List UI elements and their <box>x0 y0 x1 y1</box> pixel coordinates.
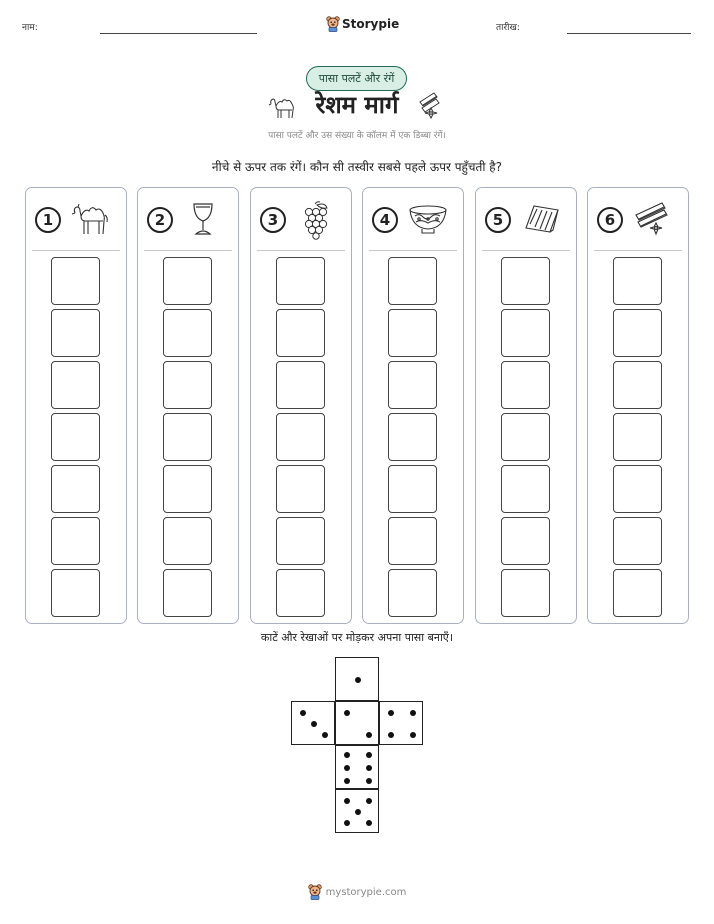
color-box[interactable] <box>501 257 550 305</box>
column-number: 4 <box>372 207 398 233</box>
column-number: 3 <box>260 207 286 233</box>
die-pip <box>344 820 350 826</box>
color-box[interactable] <box>276 257 325 305</box>
column-3 <box>250 187 352 624</box>
die-face-1 <box>335 657 379 701</box>
name-label: नाम: <box>22 23 38 33</box>
color-box[interactable] <box>51 257 100 305</box>
column-number: 5 <box>485 207 511 233</box>
die-face-6 <box>335 745 379 789</box>
camel-icon <box>70 200 112 238</box>
color-box[interactable] <box>501 517 550 565</box>
color-box[interactable] <box>501 569 550 617</box>
color-box[interactable] <box>501 413 550 461</box>
color-box[interactable] <box>163 413 212 461</box>
color-box[interactable] <box>163 569 212 617</box>
footer <box>0 884 714 900</box>
instruction-text: नीचे से ऊपर तक रंगें। कौन सी तस्वीर सबसे पहले ऊपर पहुँचती है? <box>211 160 503 174</box>
color-box[interactable] <box>388 465 437 513</box>
worksheet-header <box>0 16 714 38</box>
color-box[interactable] <box>388 257 437 305</box>
die-pip <box>366 798 372 804</box>
column-2 <box>137 187 239 624</box>
die-pip <box>344 778 350 784</box>
grapes-icon <box>295 200 337 240</box>
color-box[interactable] <box>501 361 550 409</box>
die-face-5 <box>335 789 379 833</box>
die-face-1 <box>335 701 379 745</box>
die-pip <box>344 798 350 804</box>
color-box[interactable] <box>388 517 437 565</box>
die-pip <box>344 752 350 758</box>
color-box[interactable] <box>613 413 662 461</box>
color-box[interactable] <box>613 361 662 409</box>
cinnamon-icon <box>414 90 444 120</box>
color-box[interactable] <box>276 413 325 461</box>
color-box[interactable] <box>51 361 100 409</box>
color-box[interactable] <box>276 309 325 357</box>
color-box[interactable] <box>388 309 437 357</box>
die-pip <box>410 710 416 716</box>
color-box[interactable] <box>613 257 662 305</box>
die-pip <box>355 677 361 683</box>
page-title: रेशम मार्ग <box>315 91 399 119</box>
color-box[interactable] <box>51 465 100 513</box>
column-divider <box>257 250 345 251</box>
color-box[interactable] <box>501 309 550 357</box>
color-box[interactable] <box>613 517 662 565</box>
color-box[interactable] <box>163 361 212 409</box>
bowl-icon <box>407 200 449 238</box>
color-box[interactable] <box>388 413 437 461</box>
column-number: 1 <box>35 207 61 233</box>
color-box[interactable] <box>51 569 100 617</box>
color-box[interactable] <box>163 309 212 357</box>
die-pip <box>322 732 328 738</box>
color-box[interactable] <box>276 517 325 565</box>
color-box[interactable] <box>163 517 212 565</box>
silk-cloth-icon <box>520 200 562 238</box>
die-pip <box>410 732 416 738</box>
color-box[interactable] <box>276 465 325 513</box>
column-divider <box>482 250 570 251</box>
date-label: तारीख: <box>496 23 520 33</box>
column-divider <box>32 250 120 251</box>
column-5 <box>475 187 577 624</box>
color-box[interactable] <box>613 309 662 357</box>
die-pip <box>344 710 350 716</box>
die-pip <box>311 721 317 727</box>
column-divider <box>144 250 232 251</box>
cut-instruction: काटें और रेखाओं पर मोड़कर अपना पासा बनाएँ। <box>260 631 454 644</box>
color-box[interactable] <box>613 465 662 513</box>
color-box[interactable] <box>276 569 325 617</box>
color-box[interactable] <box>613 569 662 617</box>
die-face-4 <box>379 701 423 745</box>
color-box[interactable] <box>388 569 437 617</box>
color-box[interactable] <box>163 465 212 513</box>
color-box[interactable] <box>163 257 212 305</box>
die-pip <box>366 765 372 771</box>
brand-logo <box>326 16 399 32</box>
column-number: 6 <box>597 207 623 233</box>
color-box[interactable] <box>51 309 100 357</box>
column-1 <box>25 187 127 624</box>
die-pip <box>366 732 372 738</box>
name-line <box>100 33 257 34</box>
die-pip <box>366 778 372 784</box>
die-pip <box>388 710 394 716</box>
die-face-3 <box>291 701 335 745</box>
die-pip <box>366 752 372 758</box>
page-subtitle: पासा पलटें और उस संख्या के कॉलम में एक डिब्बा रंगें। <box>268 131 446 141</box>
column-divider <box>369 250 457 251</box>
goblet-icon <box>182 200 224 238</box>
footer-url: mystorypie.com <box>325 886 407 898</box>
die-pip <box>300 710 306 716</box>
bear-mascot-icon <box>308 884 322 900</box>
column-6 <box>587 187 689 624</box>
die-pip <box>366 820 372 826</box>
die-pip <box>355 809 361 815</box>
column-4 <box>362 187 464 624</box>
bear-mascot-icon <box>326 16 340 32</box>
color-box[interactable] <box>51 517 100 565</box>
cinnamon-icon <box>632 200 674 238</box>
activity-tag: पासा पलटें और रंगें <box>306 66 407 91</box>
date-line <box>567 33 691 34</box>
column-number: 2 <box>147 207 173 233</box>
die-pip <box>344 765 350 771</box>
color-box[interactable] <box>501 465 550 513</box>
die-pip <box>388 732 394 738</box>
color-box[interactable] <box>388 361 437 409</box>
color-box[interactable] <box>276 361 325 409</box>
color-box[interactable] <box>51 413 100 461</box>
column-divider <box>594 250 682 251</box>
brand-name: Storypie <box>342 17 400 31</box>
